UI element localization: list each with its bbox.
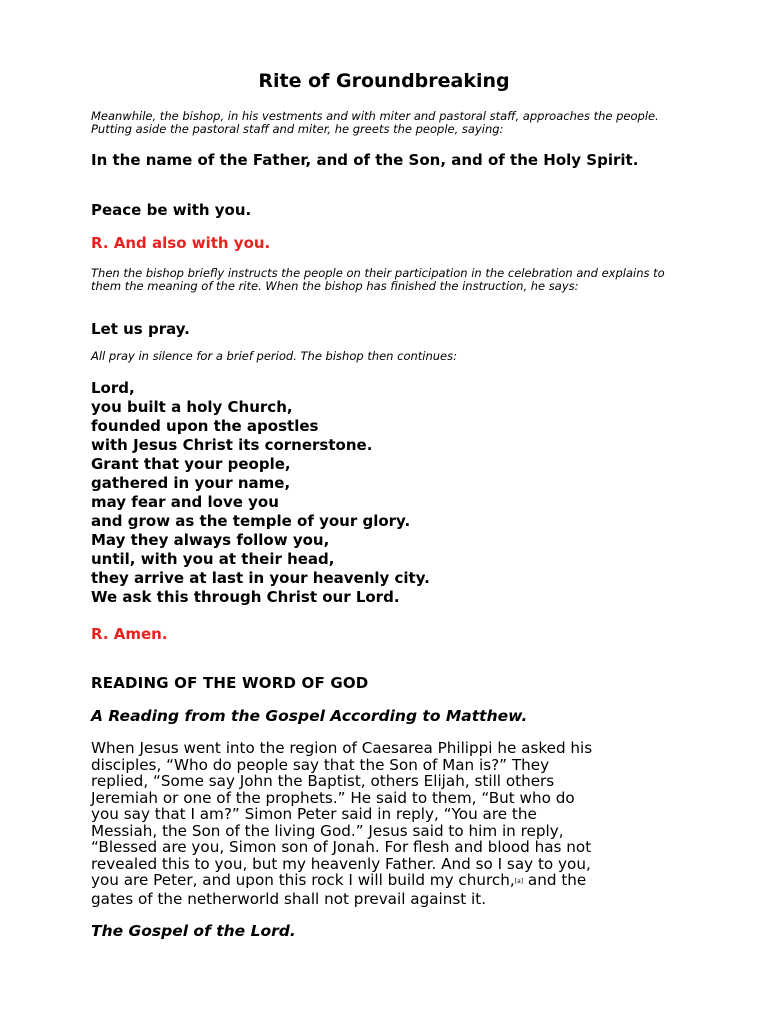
response-amen: R. Amen. — [91, 625, 168, 643]
gospel-line: revealed this to you, but my heavenly Father. And so I say to you, — [91, 854, 591, 873]
gospel-line: “Blessed are you, Simon son of Jonah. For flesh and blood has not — [91, 838, 592, 856]
prayer-line: May they always follow you, — [91, 531, 330, 549]
gospel-acclamation: The Gospel of the Lord. — [91, 922, 296, 940]
gospel-line: Jeremiah or one of the prophets.” He said to them, “But who do — [91, 788, 575, 807]
prayer-line: Lord, — [91, 379, 135, 397]
gospel-line-text: you are Peter, and upon this rock I will build my church, — [91, 871, 515, 889]
prayer-line: with Jesus Christ its cornerstone. — [91, 436, 373, 454]
rubric-greeting-instruction: Meanwhile, the bishop, in his vestments and with miter and pastoral staff, approaches the people. Putting aside the pastoral staff and miter, he greets the people, saying: — [91, 109, 659, 136]
gospel-line-text-end: and the — [523, 871, 587, 889]
rubric-instruction: Then the bishop briefly instructs the people on their participation in the celebration and explains to them the meaning of the rite. When the bishop has finished the instruction, he says: — [91, 266, 665, 293]
prayer-line: until, with you at their head, — [91, 550, 335, 568]
gospel-line: Messiah, the Son of the living God.” Jesus said to him in reply, — [91, 821, 564, 840]
page-title: Rite of Groundbreaking — [258, 70, 510, 92]
gospel-line — [91, 872, 701, 891]
prayer-line: they arrive at last in your heavenly city. — [91, 569, 430, 587]
gospel-line: When Jesus went into the region of Caesarea Philippi he asked his — [91, 739, 593, 757]
gospel-line: replied, “Some say John the Baptist, others Elijah, still others — [91, 772, 555, 790]
prayer-line: and grow as the temple of your glory. — [91, 512, 411, 530]
footnote-marker[interactable]: [a] — [514, 878, 524, 885]
reading-title: A Reading from the Gospel According to Matthew. — [91, 707, 528, 725]
prayer-line: may fear and love you — [91, 493, 279, 511]
collect-prayer — [91, 379, 691, 607]
greeting-text: In the name of the Father, and of the Son, and of the Holy Spirit. — [91, 151, 639, 169]
gospel-reading — [91, 740, 701, 907]
prayer-line: We ask this through Christ our Lord. — [91, 588, 400, 606]
peace-text: Peace be with you. — [91, 201, 252, 219]
let-us-pray-text: Let us pray. — [91, 320, 190, 338]
section-heading: READING OF THE WORD OF GOD — [91, 674, 369, 692]
gospel-line: gates of the netherworld shall not prevail against it. — [91, 889, 487, 908]
response-also-with-you: R. And also with you. — [91, 234, 271, 252]
prayer-line: Grant that your people, — [91, 455, 291, 473]
prayer-line: founded upon the apostles — [91, 417, 319, 435]
gospel-line: disciples, “Who do people say that the Son of Man is?” They — [91, 755, 550, 774]
rubric-silence: All pray in silence for a brief period. The bishop then continues: — [91, 349, 458, 363]
gospel-line: you say that I am?” Simon Peter said in reply, “You are the — [91, 805, 537, 823]
prayer-line: gathered in your name, — [91, 474, 291, 492]
prayer-line: you built a holy Church, — [91, 398, 293, 416]
